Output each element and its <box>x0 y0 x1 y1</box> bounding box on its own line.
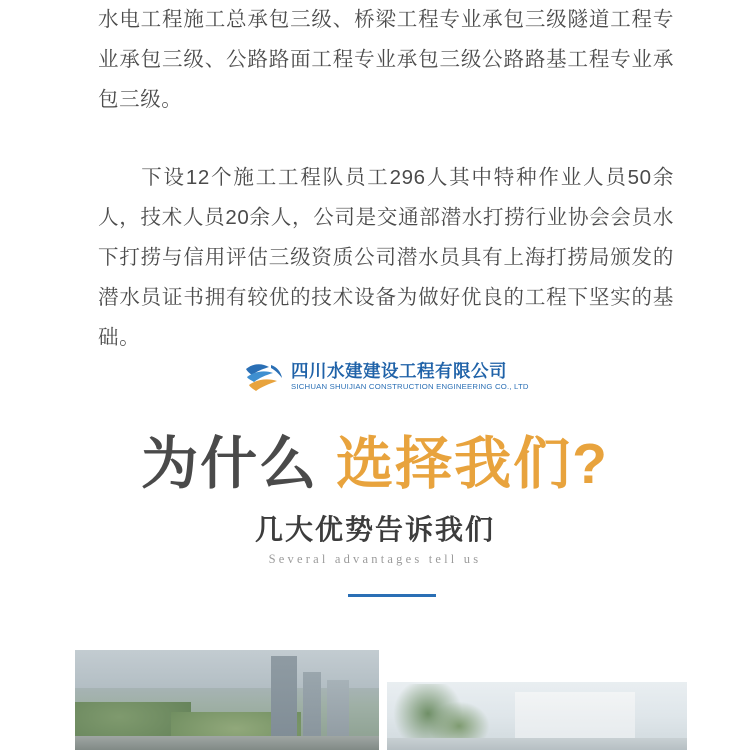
section-headline <box>0 418 750 500</box>
headline-part-1: 为什么 <box>141 432 319 496</box>
section-subtitle-en: Several advantages tell us <box>268 552 482 566</box>
company-logo <box>243 357 529 397</box>
logo-text-block <box>291 360 529 392</box>
logo-company-name-en: SICHUAN SHUIJIAN CONSTRUCTION ENGINEERING CO., LTD <box>291 382 529 392</box>
section-subtitle-cn: 几大优势告诉我们 <box>254 514 495 545</box>
logo-company-name-cn: 四川水建建设工程有限公司 <box>291 360 507 381</box>
paragraph-text-body: 下设12个施工工程队员工296人其中特种作业人员50余人，技术人员20余人，公司是交通部潜水打捞行业协会会员水下打捞与信用评估三级资质公司潜水员具有上海打捞局颁发的潜水员证书拥有较优的技术设备为做好优良的工程下坚实的基础。 <box>98 166 674 349</box>
building-exterior-photo-right <box>387 682 687 750</box>
paragraph-text: 水电工程施工总承包三级、桥梁工程专业承包三级隧道工程专业承包三级、公路路面工程专业承包三级公路路基工程专业承包三级。 <box>98 8 674 111</box>
photo-ground <box>387 738 687 750</box>
wave-logo-icon <box>243 360 285 394</box>
paragraph-company-profile <box>98 158 674 358</box>
photo-road <box>75 736 379 750</box>
section-divider <box>348 594 436 597</box>
construction-site-photo-left <box>75 650 379 750</box>
paragraph-text <box>98 158 674 358</box>
headline-part-2: 选择我们? <box>336 432 609 496</box>
paragraph-qualifications <box>98 0 674 120</box>
